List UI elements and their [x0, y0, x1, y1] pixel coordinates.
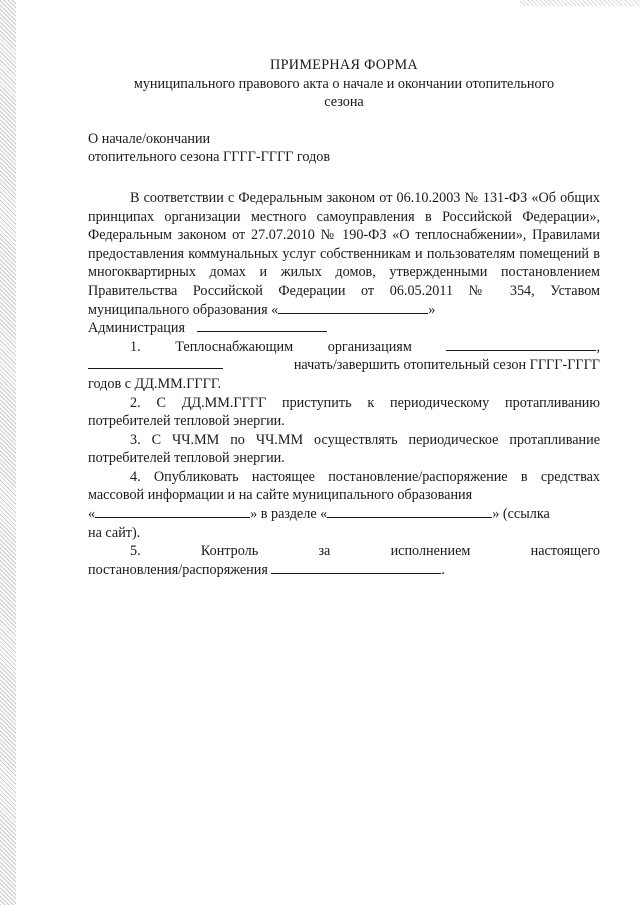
act-subject-line1: О начале/окончании — [88, 130, 211, 147]
document-subtitle-line2: сезона — [324, 94, 364, 111]
item-1-number: 1. — [130, 338, 141, 355]
document-subtitle-line1: муниципального правового акта о начале и окончании отопительного — [133, 75, 555, 92]
intro-paragraph — [88, 189, 600, 319]
item-5-word4: настоящего — [530, 543, 600, 560]
heat-supplier-blank[interactable] — [446, 338, 596, 351]
municipality-name-blank-2[interactable] — [95, 505, 250, 518]
item-1-line1 — [88, 338, 600, 357]
controller-blank[interactable] — [271, 561, 441, 574]
item-1 — [88, 338, 600, 394]
item-1-text2: начать/завершить отопительный сезон ГГГГ-ГГГГ — [293, 357, 600, 374]
municipality-name-blank[interactable] — [278, 301, 428, 314]
item-5 — [88, 542, 600, 579]
item-1-word2: организациям — [327, 338, 412, 355]
site-section-blank[interactable] — [327, 505, 492, 518]
document-page — [88, 56, 600, 579]
item-1-comma: , — [596, 338, 600, 355]
item-1-word1: Теплоснабжающим — [175, 338, 294, 355]
item-5-word2: за — [318, 543, 331, 560]
act-subject — [88, 130, 600, 167]
item-4-tail: » (ссылка — [492, 506, 550, 523]
item-4-text: 4. Опубликовать настоящее постановление/распоряжение в средствах массовой информации и на сайте муниципального образования — [88, 468, 600, 504]
scan-edge-top — [520, 0, 640, 6]
item-4-line3 — [88, 505, 600, 524]
item-2: 2. С ДД.ММ.ГГГГ приступить к периодическому протапливанию потребителей тепловой энергии. — [88, 394, 600, 430]
document-title: ПРИМЕРНАЯ ФОРМА — [270, 57, 418, 73]
item-5-line1 — [88, 542, 600, 561]
heat-supplier-blank-2[interactable] — [88, 356, 223, 369]
item-5-end: . — [441, 561, 445, 578]
item-1-line3: годов с ДД.ММ.ГГГГ. — [88, 375, 221, 392]
document-header — [88, 56, 600, 112]
administration-label: Администрация — [88, 320, 185, 337]
item-3: 3. С ЧЧ.ММ по ЧЧ.ММ осуществлять периодическое протапливание потребителей тепловой энергии. — [88, 431, 600, 467]
item-5-word1: Контроль — [200, 543, 259, 560]
scan-edge-left — [0, 0, 16, 905]
item-4-open-quote: « — [88, 506, 96, 523]
act-subject-line2: отопительного сезона ГГГГ-ГГГГ годов — [88, 149, 331, 166]
item-5-number: 5. — [130, 543, 141, 560]
item-4 — [88, 468, 600, 542]
item-1-line2 — [88, 356, 600, 375]
intro-text: В соответствии с Федеральным законом от 06.10.2003 № 131-ФЗ «Об общих принципах организации местного самоуправления в Российской Федерации», Федеральным законом от 27.07.2010 № 190-ФЗ «О теплоснабжении», Правилами предоставления коммунальных услуг собственникам и пользователям помещений в многоквартирных домах и жилых домов, утвержденными постановлением Правительства Российской Федерации от 06.05.2011 № 354, Уставом муниципального образования « — [88, 189, 600, 318]
administration-name-blank[interactable] — [197, 319, 327, 332]
administration-line — [88, 319, 600, 338]
item-5-line2-text: постановления/распоряжения — [88, 561, 268, 578]
item-4-end: на сайт). — [88, 524, 141, 541]
item-5-word3: исполнением — [390, 543, 471, 560]
intro-close-quote: » — [428, 301, 436, 318]
item-4-mid: » в разделе « — [250, 506, 328, 523]
item-5-line2 — [88, 561, 600, 580]
item-1-org-line — [446, 338, 600, 357]
